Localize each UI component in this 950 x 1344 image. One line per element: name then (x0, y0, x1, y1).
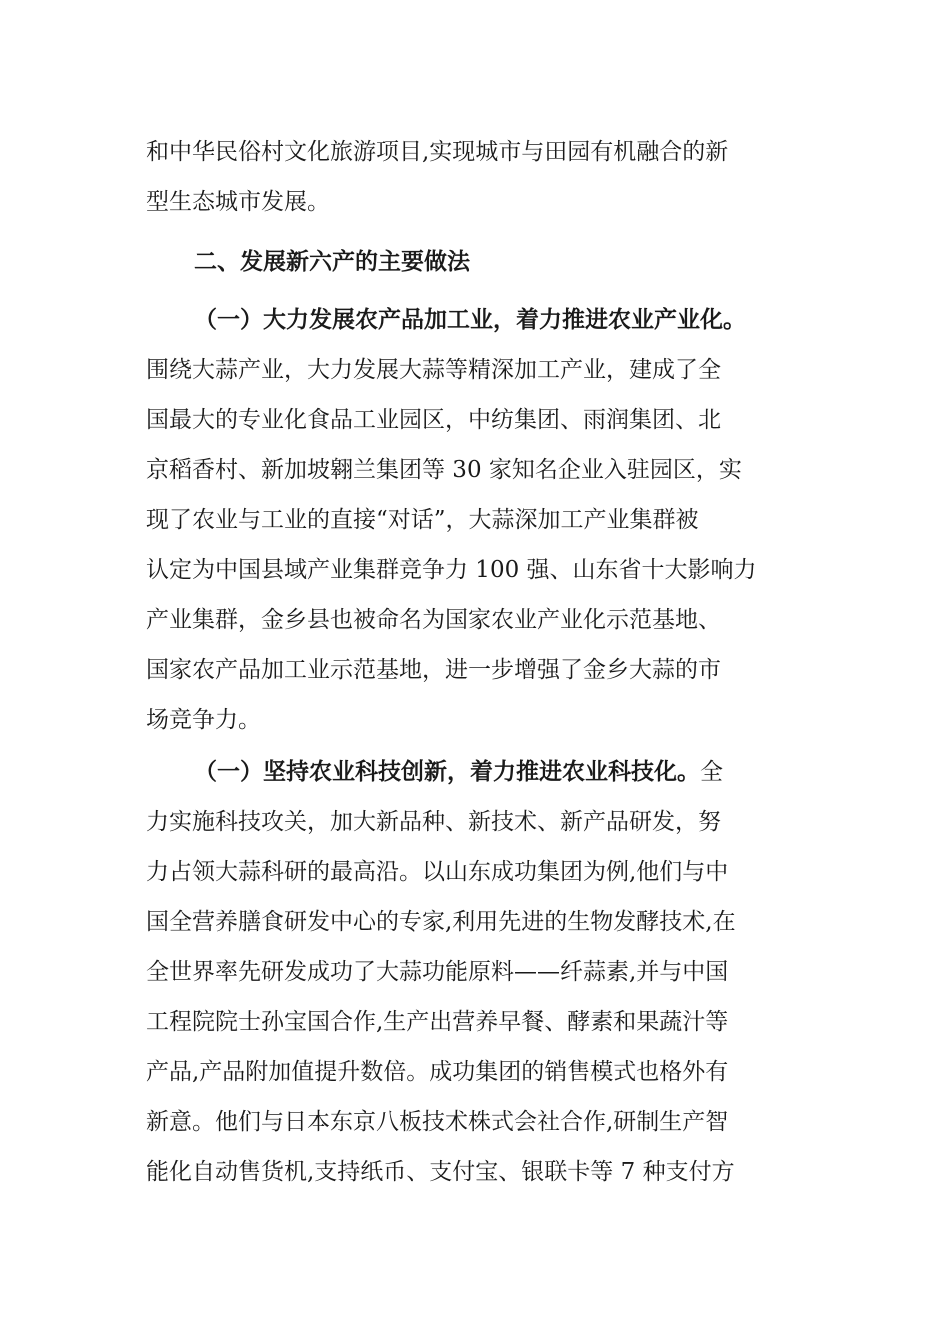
paragraph-line: 力占领大蒜科研的最高沿。以山东成功集团为例,他们与中 (146, 859, 729, 885)
section-heading: 二、发展新六产的主要做法 (194, 249, 470, 275)
paragraph-line: 新意。他们与日本东京八板技术株式会社合作,研制生产智 (146, 1109, 729, 1135)
paragraph-line: 产品,产品附加值提升数倍。成功集团的销售模式也格外有 (146, 1059, 729, 1085)
paragraph-line: 产业集群，金乡县也被命名为国家农业产业化示范基地、 (146, 607, 721, 633)
subsection-title (194, 748, 894, 796)
paragraph-line: 场竞争力。 (146, 707, 261, 733)
paragraph-line: 国全营养膳食研发中心的专家,利用先进的生物发酵技术,在 (146, 909, 736, 935)
subsection-title (194, 296, 894, 344)
paragraph-line: 围绕大蒜产业，大力发展大蒜等精深加工产业，建成了全 (146, 357, 721, 383)
paragraph-line: 国最大的专业化食品工业园区，中纺集团、雨润集团、北 (146, 407, 721, 433)
paragraph-line: 和中华民俗村文化旅游项目,实现城市与田园有机融合的新 (146, 139, 729, 165)
paragraph-line: 京稻香村、新加坡翱兰集团等 30 家知名企业入驻园区，实 (146, 457, 742, 483)
paragraph-line: 力实施科技攻关，加大新品种、新技术、新产品研发，努 (146, 809, 721, 835)
paragraph-line: 认定为中国县域产业集群竞争力 100 强、山东省十大影响力 (146, 557, 757, 583)
subsection-title-text: （一）大力发展农产品加工业，着力推进农业产业化。 (194, 307, 746, 333)
subsection-title-text: （一）坚持农业科技创新，着力推进农业科技化。 (194, 759, 700, 785)
paragraph-line: 能化自动售货机,支持纸币、支付宝、银联卡等 7 种支付方 (146, 1159, 735, 1185)
paragraph-line: 全世界率先研发成功了大蒜功能原料——纤蒜素,并与中国 (146, 959, 729, 985)
subsection-title-tail: 全 (700, 759, 723, 785)
paragraph-line: 国家农产品加工业示范基地，进一步增强了金乡大蒜的市 (146, 657, 721, 683)
paragraph-line: 工程院院士孙宝国合作,生产出营养早餐、酵素和果蔬汁等 (146, 1009, 729, 1035)
paragraph-line: 现了农业与工业的直接“对话”，大蒜深加工产业集群被 (146, 507, 699, 533)
paragraph-line: 型生态城市发展。 (146, 189, 330, 215)
